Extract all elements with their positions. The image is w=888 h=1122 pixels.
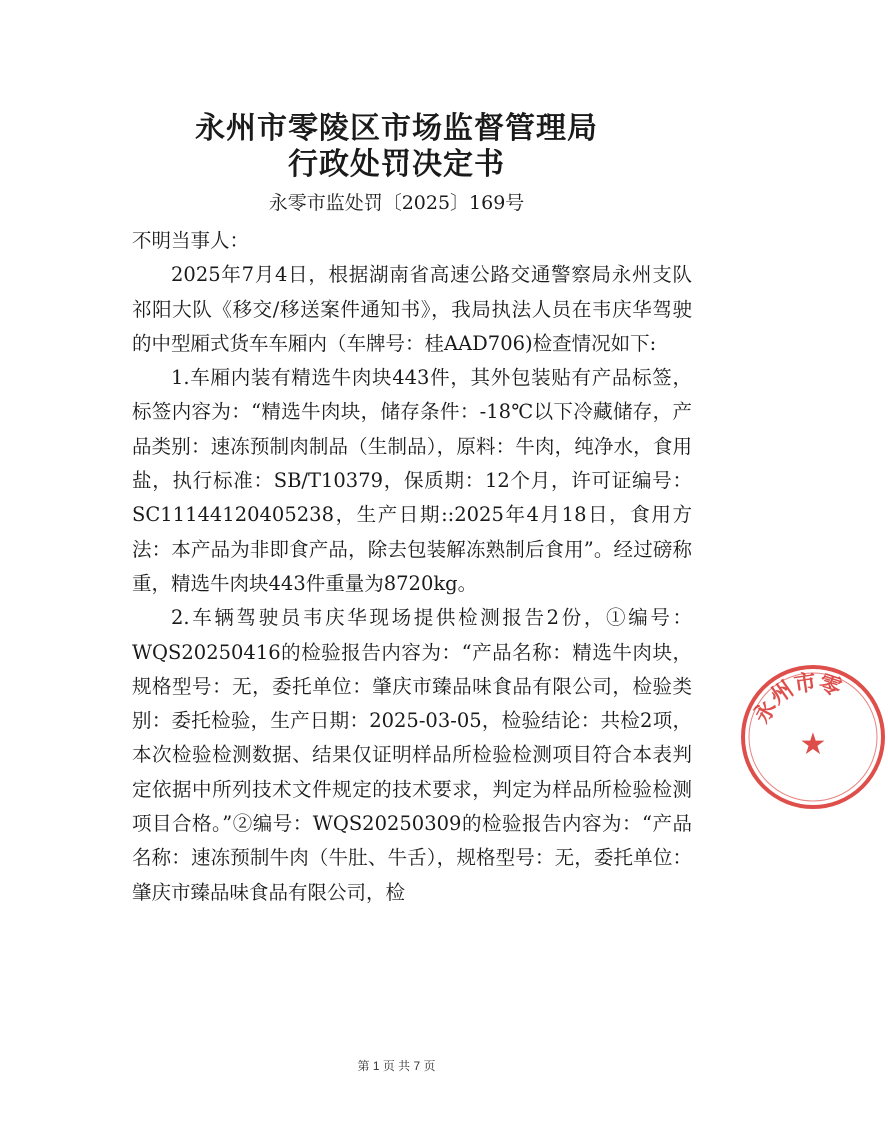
paragraph-item-2: 2.车辆驾驶员韦庆华现场提供检测报告2份，①编号：WQS20250416的检验报告内容为：“产品名称：精选牛肉块，规格型号：无，委托单位：肇庆市臻品味食品有限公司，检验类别：委托检验，生产日期：2025-03-05，检验结论：共检2项，本次检验检测数据、结果仅证明样品所检验检测项目符合本表判定依据中所列技术文件规定的技术要求，判定为样品所检验检测项目合格。”②编号：WQS20250309的检验报告内容为：“产品名称：速冻预制牛肉（牛肚、牛舌），规格型号：无，委托单位：肇庆市臻品味食品有限公司，检 (132, 606, 692, 904)
page-number-footer: 第 1 页 共 7 页 (357, 1059, 436, 1073)
seal-text: 永州市零 (748, 669, 845, 728)
addressee: 不明当事人： (132, 229, 250, 252)
paragraph-item-1: 1.车厢内装有精选牛肉块443件，其外包装贴有产品标签，标签内容为：“精选牛肉块，储存条件：-18℃以下冷藏储存，产品类别：速冻预制肉制品（生制品），原料：牛肉，纯净水，食用盐，执行标准：SB/T10379，保质期：12个月，许可证编号：SC11144120405238，生产日期::2025年4月18日，食用方法：本产品为非即食产品，除去包装解冻熟制后食用”。经过磅称重，精选牛肉块443件重量为8720kg。 (132, 366, 692, 595)
document-body (132, 224, 692, 910)
svg-text:永州市零 (749, 669, 845, 728)
paragraph-inspection-intro: 2025年7月4日，根据湖南省高速公路交通警察局永州支队祁阳大队《移交/移送案件通知书》，我局执法人员在韦庆华驾驶的中型厢式货车车厢内（车牌号：桂AAD706)检查情况如下: (132, 263, 692, 355)
document-title: 行政处罚决定书 (288, 147, 505, 182)
seal-star-icon: ★ (799, 727, 827, 762)
document-number: 永零市监处罚〔2025〕169号 (268, 192, 525, 214)
official-seal-stamp (738, 662, 888, 812)
issuing-organization: 永州市零陵区市场监督管理局 (195, 111, 598, 146)
